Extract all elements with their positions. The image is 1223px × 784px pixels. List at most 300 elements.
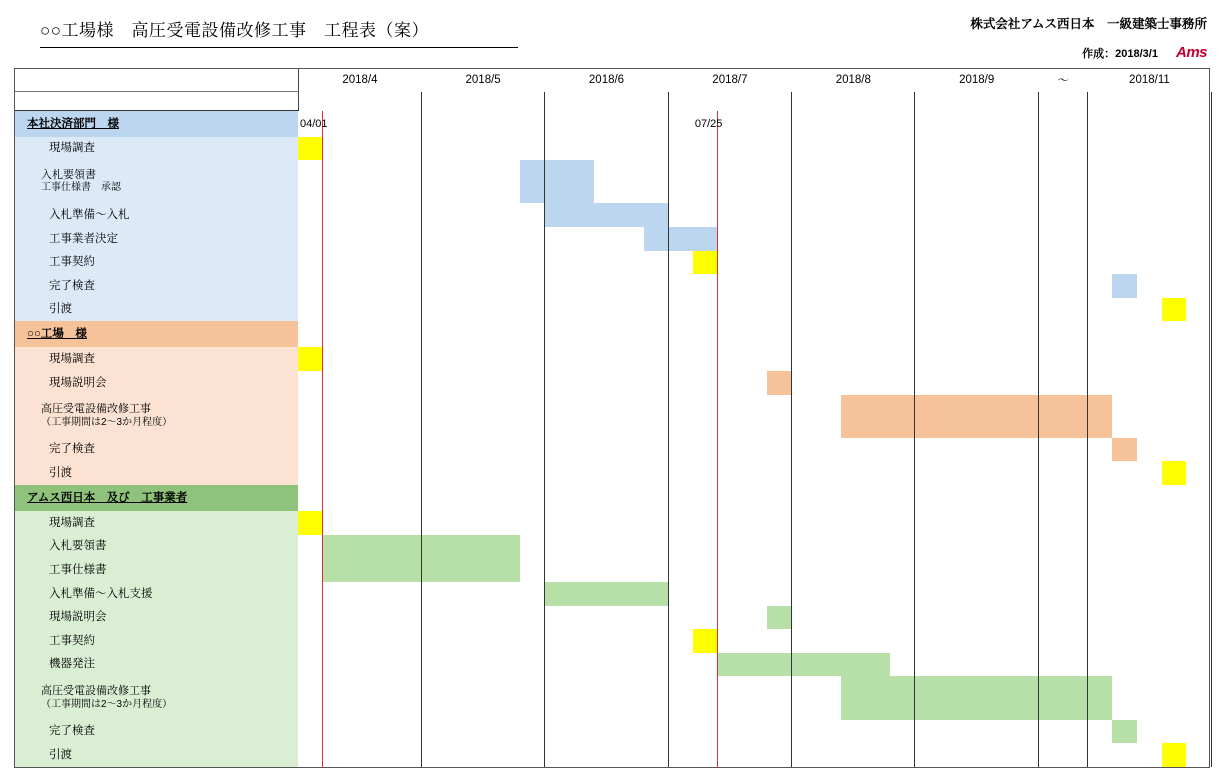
gantt-empty-cell: [866, 347, 891, 371]
gantt-empty-cell: [866, 371, 891, 395]
gantt-empty-cell: [495, 629, 520, 653]
week-header-cell: [569, 92, 594, 111]
gantt-bar-cell: [1162, 743, 1187, 767]
gantt-empty-cell: [372, 347, 397, 371]
gantt-empty-cell: [323, 653, 348, 677]
gantt-empty-cell: [1088, 274, 1113, 298]
gantt-empty-cell: [792, 298, 817, 322]
milestone-cell: [619, 111, 644, 137]
gantt-empty-cell: [323, 582, 348, 606]
gantt-empty-cell: [1186, 203, 1211, 227]
gantt-empty-cell: [841, 485, 866, 511]
week-header-row: [15, 92, 1211, 111]
gantt-empty-cell: [1088, 511, 1113, 535]
gantt-empty-cell: [816, 511, 841, 535]
gantt-empty-cell: [1088, 461, 1113, 485]
gantt-bar-cell: [471, 558, 496, 582]
gantt-empty-cell: [520, 743, 545, 767]
gantt-empty-cell: [347, 582, 372, 606]
gantt-empty-cell: [718, 227, 743, 251]
gantt-empty-cell: [520, 535, 545, 559]
gantt-empty-cell: [446, 485, 471, 511]
gantt-empty-cell: [890, 371, 915, 395]
gantt-empty-cell: [644, 676, 669, 719]
gantt-empty-cell: [619, 743, 644, 767]
gantt-bar-cell: [964, 395, 989, 438]
gantt-empty-cell: [520, 720, 545, 744]
gantt-empty-cell: [323, 371, 348, 395]
gantt-empty-cell: [890, 485, 915, 511]
gantt-empty-cell: [644, 606, 669, 630]
gantt-empty-cell: [1112, 298, 1137, 322]
gantt-empty-cell: [792, 321, 817, 347]
gantt-empty-cell: [792, 558, 817, 582]
gantt-empty-cell: [792, 227, 817, 251]
gantt-empty-cell: [495, 743, 520, 767]
gantt-empty-cell: [298, 438, 323, 462]
gantt-empty-cell: [1112, 485, 1137, 511]
week-header-cell: [668, 92, 693, 111]
gantt-empty-cell: [372, 203, 397, 227]
gantt-empty-cell: [1137, 321, 1162, 347]
gantt-task-row: [15, 203, 1211, 227]
gantt-empty-cell: [594, 321, 619, 347]
gantt-empty-cell: [718, 438, 743, 462]
gantt-empty-cell: [421, 321, 446, 347]
gantt-bar-cell: [767, 653, 792, 677]
gantt-empty-cell: [471, 676, 496, 719]
gantt-empty-cell: [569, 371, 594, 395]
page-title: ○○工場様 高圧受電設備改修工事 工程表（案）: [40, 21, 430, 40]
milestone-cell: [1186, 111, 1211, 137]
gantt-empty-cell: [1137, 676, 1162, 719]
gantt-task-row: [15, 606, 1211, 630]
gantt-bar-cell: [1162, 461, 1187, 485]
gantt-empty-cell: [520, 298, 545, 322]
task-label-cell: [15, 535, 298, 559]
gantt-empty-cell: [545, 511, 570, 535]
gantt-empty-cell: [940, 371, 965, 395]
gantt-empty-cell: [1038, 160, 1063, 203]
milestone-cell: [1014, 111, 1039, 137]
gantt-empty-cell: [890, 461, 915, 485]
gantt-empty-cell: [1063, 582, 1088, 606]
gantt-empty-cell: [495, 203, 520, 227]
gantt-empty-cell: [890, 321, 915, 347]
task-label: 完了検査: [49, 443, 95, 456]
gantt-empty-cell: [594, 535, 619, 559]
gantt-empty-cell: [915, 274, 940, 298]
gantt-empty-cell: [1186, 371, 1211, 395]
gantt-empty-cell: [989, 160, 1014, 203]
gantt-empty-cell: [693, 743, 718, 767]
gantt-bar-cell: [1112, 720, 1137, 744]
gantt-empty-cell: [1186, 251, 1211, 275]
gantt-bar-cell: [890, 395, 915, 438]
gantt-empty-cell: [792, 137, 817, 161]
task-label-cell: [15, 720, 298, 744]
milestone-cell: [989, 111, 1014, 137]
gantt-empty-cell: [1063, 558, 1088, 582]
gantt-empty-cell: [767, 629, 792, 653]
gantt-empty-cell: [1014, 606, 1039, 630]
gantt-bar-cell: [693, 629, 718, 653]
gantt-empty-cell: [1186, 160, 1211, 203]
gantt-empty-cell: [619, 371, 644, 395]
task-label-cell: [15, 606, 298, 630]
gantt-empty-cell: [372, 321, 397, 347]
gantt-empty-cell: [1186, 438, 1211, 462]
gantt-empty-cell: [323, 511, 348, 535]
gantt-empty-cell: [989, 371, 1014, 395]
gantt-empty-cell: [742, 606, 767, 630]
gantt-empty-cell: [520, 629, 545, 653]
gantt-empty-cell: [693, 582, 718, 606]
milestone-date-label: 04/01: [300, 117, 328, 130]
gantt-empty-cell: [1162, 558, 1187, 582]
gantt-empty-cell: [792, 582, 817, 606]
week-header-cell: [347, 92, 372, 111]
gantt-empty-cell: [569, 606, 594, 630]
gantt-empty-cell: [940, 321, 965, 347]
gantt-empty-cell: [915, 160, 940, 203]
gantt-empty-cell: [594, 653, 619, 677]
gantt-empty-cell: [1014, 743, 1039, 767]
gantt-empty-cell: [298, 535, 323, 559]
gantt-task-row: [15, 160, 1211, 203]
gantt-empty-cell: [644, 251, 669, 275]
task-label-cell: [15, 274, 298, 298]
gantt-bar-cell: [619, 582, 644, 606]
gantt-empty-cell: [1038, 347, 1063, 371]
gantt-empty-cell: [1038, 606, 1063, 630]
gantt-empty-cell: [915, 298, 940, 322]
gantt-empty-cell: [421, 511, 446, 535]
gantt-empty-cell: [397, 395, 422, 438]
gantt-empty-cell: [347, 511, 372, 535]
gantt-empty-cell: [1038, 511, 1063, 535]
task-label-cell: [15, 743, 298, 767]
gantt-bar-cell: [1112, 438, 1137, 462]
gantt-empty-cell: [816, 676, 841, 719]
gantt-empty-cell: [446, 371, 471, 395]
gantt-empty-cell: [1063, 137, 1088, 161]
gantt-empty-cell: [298, 720, 323, 744]
gantt-empty-cell: [1063, 438, 1088, 462]
gantt-empty-cell: [668, 251, 693, 275]
gantt-empty-cell: [1137, 720, 1162, 744]
gantt-empty-cell: [644, 485, 669, 511]
gantt-bar-cell: [298, 137, 323, 161]
gantt-empty-cell: [940, 347, 965, 371]
gantt-empty-cell: [940, 203, 965, 227]
gantt-empty-cell: [347, 227, 372, 251]
gantt-empty-cell: [668, 137, 693, 161]
gantt-empty-cell: [397, 511, 422, 535]
gantt-empty-cell: [1088, 347, 1113, 371]
gantt-empty-cell: [1063, 629, 1088, 653]
gantt-bar-cell: [915, 395, 940, 438]
gantt-empty-cell: [964, 653, 989, 677]
gantt-empty-cell: [619, 298, 644, 322]
gantt-empty-cell: [347, 653, 372, 677]
gantt-empty-cell: [1063, 535, 1088, 559]
gantt-empty-cell: [347, 347, 372, 371]
title-underline: [40, 47, 518, 48]
gantt-empty-cell: [1186, 298, 1211, 322]
gantt-empty-cell: [397, 321, 422, 347]
gantt-empty-cell: [495, 395, 520, 438]
gantt-empty-cell: [644, 395, 669, 438]
gantt-empty-cell: [742, 203, 767, 227]
gantt-empty-cell: [816, 160, 841, 203]
gantt-empty-cell: [1038, 251, 1063, 275]
gantt-empty-cell: [471, 203, 496, 227]
gantt-empty-cell: [372, 160, 397, 203]
task-label-cell: [15, 347, 298, 371]
week-header-cell: [298, 92, 323, 111]
gantt-empty-cell: [397, 676, 422, 719]
gantt-empty-cell: [644, 629, 669, 653]
gantt-empty-cell: [989, 606, 1014, 630]
week-header-cell: [1063, 92, 1088, 111]
week-header-corner: [15, 92, 298, 111]
gantt-empty-cell: [964, 438, 989, 462]
task-label: 引渡: [49, 303, 72, 316]
task-label: 引渡: [49, 748, 72, 761]
gantt-empty-cell: [446, 160, 471, 203]
milestone-cell: [841, 111, 866, 137]
gantt-empty-cell: [421, 347, 446, 371]
gantt-empty-cell: [1088, 160, 1113, 203]
gantt-empty-cell: [841, 137, 866, 161]
gantt-empty-cell: [1088, 720, 1113, 744]
gantt-empty-cell: [520, 203, 545, 227]
gantt-task-row: [15, 438, 1211, 462]
gantt-empty-cell: [1112, 511, 1137, 535]
gantt-empty-cell: [1014, 321, 1039, 347]
gantt-empty-cell: [1088, 251, 1113, 275]
week-header-cell: [866, 92, 891, 111]
gantt-empty-cell: [372, 371, 397, 395]
milestone-date-label: 07/25: [694, 117, 723, 130]
gantt-task-row: [15, 653, 1211, 677]
gantt-bar-cell: [298, 511, 323, 535]
gantt-empty-cell: [397, 438, 422, 462]
gantt-empty-cell: [495, 137, 520, 161]
task-label: 入札要領書: [49, 540, 107, 553]
gantt-bar-cell: [644, 203, 669, 227]
task-label: 現場調査: [49, 142, 95, 155]
gantt-empty-cell: [742, 629, 767, 653]
gantt-empty-cell: [964, 720, 989, 744]
gantt-empty-cell: [1063, 347, 1088, 371]
gantt-empty-cell: [619, 321, 644, 347]
gantt-empty-cell: [372, 438, 397, 462]
gantt-empty-cell: [940, 535, 965, 559]
task-label-cell: [15, 395, 298, 438]
gantt-empty-cell: [693, 347, 718, 371]
gantt-empty-cell: [545, 251, 570, 275]
week-header-cell: [323, 92, 348, 111]
gantt-empty-cell: [1162, 274, 1187, 298]
gantt-empty-cell: [816, 606, 841, 630]
gantt-empty-cell: [1088, 227, 1113, 251]
gantt-empty-cell: [619, 395, 644, 438]
gantt-bar-cell: [594, 203, 619, 227]
gantt-bar-cell: [495, 535, 520, 559]
gantt-empty-cell: [1063, 511, 1088, 535]
gantt-empty-cell: [841, 298, 866, 322]
gantt-empty-cell: [1137, 461, 1162, 485]
gantt-empty-cell: [298, 371, 323, 395]
gantt-empty-cell: [1014, 251, 1039, 275]
gantt-empty-cell: [1162, 720, 1187, 744]
week-header-cell: [372, 92, 397, 111]
gantt-empty-cell: [742, 558, 767, 582]
gantt-empty-cell: [816, 395, 841, 438]
gantt-empty-cell: [397, 653, 422, 677]
gantt-task-row: [15, 743, 1211, 767]
gantt-empty-cell: [298, 485, 323, 511]
gantt-empty-cell: [964, 160, 989, 203]
gantt-empty-cell: [1112, 629, 1137, 653]
gantt-empty-cell: [421, 371, 446, 395]
gantt-empty-cell: [668, 321, 693, 347]
gantt-empty-cell: [594, 251, 619, 275]
gantt-empty-cell: [1038, 137, 1063, 161]
company-block: [970, 14, 1207, 61]
gantt-empty-cell: [644, 321, 669, 347]
gantt-bar-cell: [520, 160, 545, 203]
gantt-bar-cell: [421, 535, 446, 559]
gantt-empty-cell: [1162, 485, 1187, 511]
gantt-empty-cell: [1137, 298, 1162, 322]
gantt-empty-cell: [1088, 203, 1113, 227]
week-header-cell: [1014, 92, 1039, 111]
task-label-cell: [15, 461, 298, 485]
gantt-empty-cell: [989, 720, 1014, 744]
company-name: 株式会社アムス西日本 一級建築士事務所: [970, 17, 1207, 31]
task-label-cell: [15, 629, 298, 653]
gantt-empty-cell: [298, 558, 323, 582]
gantt-empty-cell: [915, 227, 940, 251]
gantt-empty-cell: [495, 485, 520, 511]
gantt-empty-cell: [569, 558, 594, 582]
gantt-empty-cell: [792, 535, 817, 559]
gantt-empty-cell: [347, 395, 372, 438]
gantt-empty-cell: [940, 558, 965, 582]
gantt-empty-cell: [569, 461, 594, 485]
task-label: 工事業者決定: [49, 232, 118, 245]
gantt-empty-cell: [668, 606, 693, 630]
gantt-empty-cell: [446, 347, 471, 371]
gantt-empty-cell: [1137, 371, 1162, 395]
gantt-empty-cell: [1137, 558, 1162, 582]
gantt-empty-cell: [940, 160, 965, 203]
gantt-bar-cell: [1063, 676, 1088, 719]
gantt-empty-cell: [1186, 676, 1211, 719]
gantt-empty-cell: [1137, 485, 1162, 511]
gantt-empty-cell: [372, 582, 397, 606]
gantt-empty-cell: [964, 371, 989, 395]
gantt-empty-cell: [1186, 582, 1211, 606]
week-header-cell: [767, 92, 792, 111]
gantt-empty-cell: [792, 676, 817, 719]
gantt-task-row: [15, 558, 1211, 582]
group-label: 本社決済部門 様: [27, 117, 119, 130]
gantt-empty-cell: [767, 461, 792, 485]
milestone-cell: [742, 111, 767, 137]
gantt-empty-cell: [890, 606, 915, 630]
gantt-empty-cell: [323, 251, 348, 275]
gantt-empty-cell: [866, 321, 891, 347]
gantt-empty-cell: [767, 395, 792, 438]
gantt-empty-cell: [1137, 274, 1162, 298]
gantt-empty-cell: [323, 461, 348, 485]
gantt-empty-cell: [1112, 743, 1137, 767]
gantt-empty-cell: [1162, 395, 1187, 438]
gantt-empty-cell: [1186, 511, 1211, 535]
gantt-empty-cell: [866, 582, 891, 606]
gantt-empty-cell: [1014, 485, 1039, 511]
gantt-task-row: [15, 395, 1211, 438]
gantt-empty-cell: [594, 676, 619, 719]
gantt-empty-cell: [1014, 160, 1039, 203]
week-header-cell: [471, 92, 496, 111]
gantt-empty-cell: [298, 395, 323, 438]
gantt-empty-cell: [693, 461, 718, 485]
gantt-empty-cell: [594, 606, 619, 630]
milestone-cell: [792, 111, 817, 137]
gantt-empty-cell: [372, 461, 397, 485]
gantt-empty-cell: [1014, 511, 1039, 535]
gantt-empty-cell: [693, 653, 718, 677]
gantt-empty-cell: [323, 720, 348, 744]
gantt-empty-cell: [890, 227, 915, 251]
gantt-empty-cell: [940, 438, 965, 462]
gantt-empty-cell: [421, 461, 446, 485]
gantt-empty-cell: [298, 321, 323, 347]
gantt-empty-cell: [347, 298, 372, 322]
gantt-empty-cell: [421, 395, 446, 438]
gantt-empty-cell: [1162, 203, 1187, 227]
gantt-empty-cell: [989, 274, 1014, 298]
gantt-empty-cell: [1038, 558, 1063, 582]
gantt-bar-cell: [323, 558, 348, 582]
gantt-empty-cell: [471, 720, 496, 744]
gantt-empty-cell: [397, 227, 422, 251]
gantt-empty-cell: [668, 438, 693, 462]
gantt-empty-cell: [545, 395, 570, 438]
gantt-empty-cell: [1137, 251, 1162, 275]
gantt-empty-cell: [792, 347, 817, 371]
task-label-cell: [15, 653, 298, 677]
gantt-empty-cell: [866, 511, 891, 535]
gantt-bar-cell: [940, 395, 965, 438]
gantt-empty-cell: [816, 321, 841, 347]
gantt-empty-cell: [718, 347, 743, 371]
gantt-empty-cell: [298, 743, 323, 767]
gantt-empty-cell: [471, 629, 496, 653]
gantt-empty-cell: [298, 653, 323, 677]
gantt-empty-cell: [841, 371, 866, 395]
gantt-empty-cell: [644, 160, 669, 203]
gantt-empty-cell: [1014, 720, 1039, 744]
gantt-empty-cell: [446, 653, 471, 677]
gantt-empty-cell: [989, 511, 1014, 535]
gantt-empty-cell: [742, 438, 767, 462]
